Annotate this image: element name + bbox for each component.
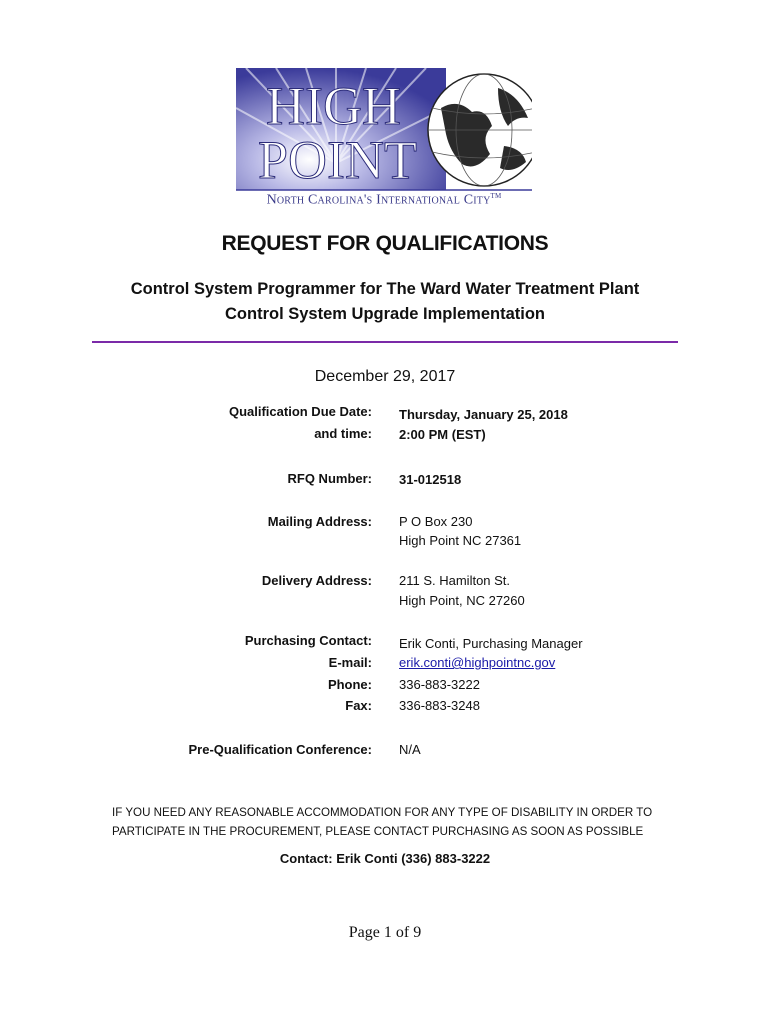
svg-text:POINT: POINT — [258, 130, 417, 190]
divider-rule — [92, 341, 678, 343]
mailing-address-line2: High Point NC 27361 — [399, 533, 522, 548]
email-label: E-mail: — [328, 655, 372, 670]
delivery-address-line1: 211 S. Hamilton St. — [399, 573, 511, 588]
due-time-value: 2:00 PM (EST) — [399, 427, 486, 442]
delivery-address-label: Delivery Address: — [261, 573, 372, 588]
rfq-number-label: RFQ Number: — [287, 471, 372, 486]
conference-label: Pre-Qualification Conference: — [188, 742, 372, 757]
delivery-address-line2: High Point, NC 27260 — [399, 593, 525, 608]
high-point-logo — [236, 68, 532, 214]
phone-value: 336-883-3222 — [399, 677, 480, 692]
logo-tagline: North Carolina's International City™ — [266, 192, 502, 208]
document-subtitle-line2: Control System Upgrade Implementation — [225, 305, 545, 323]
rfq-number-value: 31-012518 — [399, 472, 462, 487]
notice-line2: PARTICIPATE IN THE PROCUREMENT, PLEASE CONTACT PURCHASING AS SOON AS POSSIBLE — [112, 825, 644, 838]
globe-icon — [428, 74, 532, 186]
purchasing-contact-label: Purchasing Contact: — [244, 633, 372, 648]
phone-label: Phone: — [327, 677, 372, 692]
email-link[interactable]: erik.conti@highpointnc.gov — [399, 655, 556, 670]
mailing-address-label: Mailing Address: — [267, 514, 372, 529]
fax-value: 336-883-3248 — [399, 698, 480, 713]
document-date: December 29, 2017 — [314, 368, 456, 385]
due-date-label: Qualification Due Date: — [228, 404, 372, 419]
notice-contact: Contact: Erik Conti (336) 883-3222 — [279, 851, 491, 866]
conference-value: N/A — [399, 742, 421, 757]
purchasing-contact-value: Erik Conti, Purchasing Manager — [399, 636, 583, 651]
fax-label: Fax: — [345, 698, 372, 713]
due-time-label: and time: — [314, 426, 372, 441]
logo-graphic — [236, 68, 532, 192]
accommodation-notice — [112, 803, 672, 841]
svg-text:HIGH: HIGH — [266, 76, 401, 136]
page-number: Page 1 of 9 — [348, 924, 422, 941]
document-subtitle-line1: Control System Programmer for The Ward Water Treatment Plant — [130, 280, 640, 298]
due-date-value: Thursday, January 25, 2018 — [399, 407, 568, 422]
notice-line1: IF YOU NEED ANY REASONABLE ACCOMMODATION FOR ANY TYPE OF DISABILITY IN ORDER TO — [112, 806, 653, 819]
mailing-address-line1: P O Box 230 — [399, 514, 473, 529]
document-title: REQUEST FOR QUALIFICATIONS — [221, 232, 549, 255]
